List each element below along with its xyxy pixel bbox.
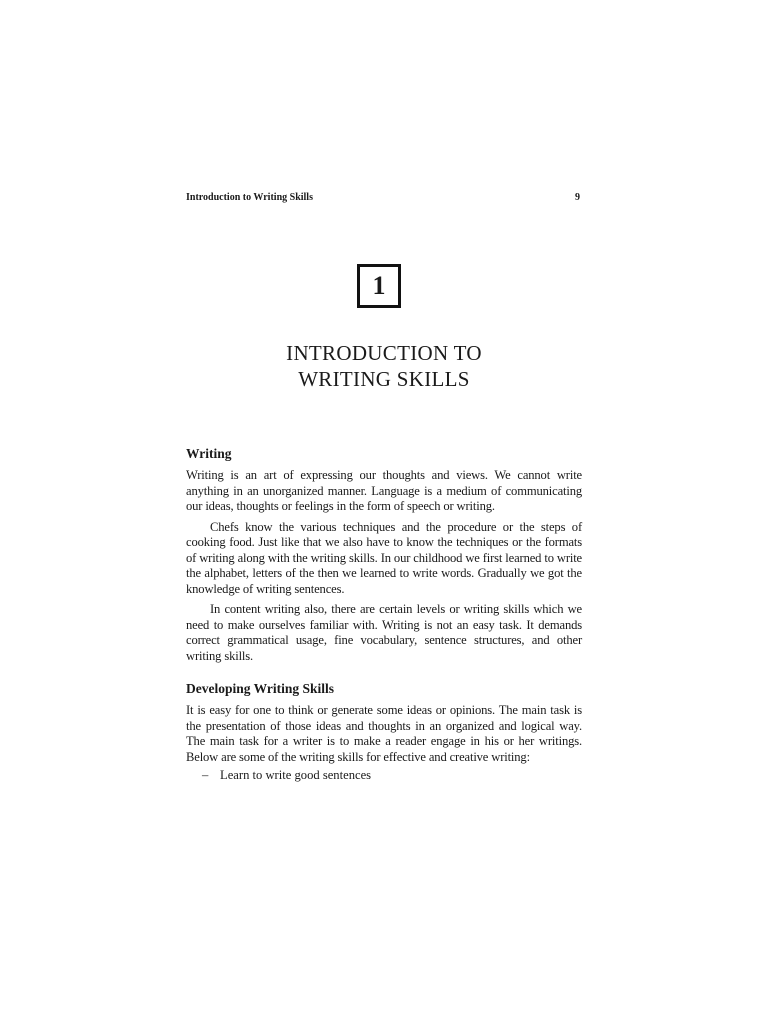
chapter-title-line-2: WRITING SKILLS [298, 367, 470, 391]
paragraph: In content writing also, there are certain levels or writing skills which we need to make ourselves familiar with. Writing is not an easy task. It demands correct grammatical usage, fine vocabulary, sentence structures, and other writing skills. [186, 602, 582, 663]
list-item-text: Learn to write good sentences [220, 768, 372, 782]
chapter-content [186, 445, 582, 784]
paragraph: Chefs know the various techniques and the procedure or the steps of cooking food. Just like that we also have to know the techniques or the formats of writing along with the writing skills. In our childhood we first learned to write the alphabet, letters of the then we learned to write words. Gradually we got the knowledge of writing sentences. [186, 519, 582, 596]
chapter-title-line-1: INTRODUCTION TO [286, 341, 482, 365]
document-page [186, 0, 582, 1024]
section-heading-developing-writing-skills: Developing Writing Skills [186, 681, 335, 696]
running-header [186, 192, 582, 206]
chapter-number-box: 1 [357, 264, 401, 308]
skills-list [186, 768, 582, 784]
running-title: Introduction to Writing Skills [186, 192, 313, 203]
paragraph: It is easy for one to think or generate some ideas or opinions. The main task is the presentation of those ideas and thoughts in an organized and logical way. The main task for a writer is to make a reader engage in his or her writings. Below are some of the writing skills for effective and creative writing: [186, 703, 582, 764]
page-number: 9 [575, 192, 580, 203]
paragraph: Writing is an art of expressing our thoughts and views. We cannot write anything in an unorganized manner. Language is a medium of communicating our ideas, thoughts or feelings in the form of speech or writing. [186, 468, 582, 513]
chapter-title [186, 340, 582, 392]
list-item [202, 768, 582, 784]
dash-bullet: – [202, 768, 209, 782]
section-heading-writing: Writing [186, 446, 232, 461]
